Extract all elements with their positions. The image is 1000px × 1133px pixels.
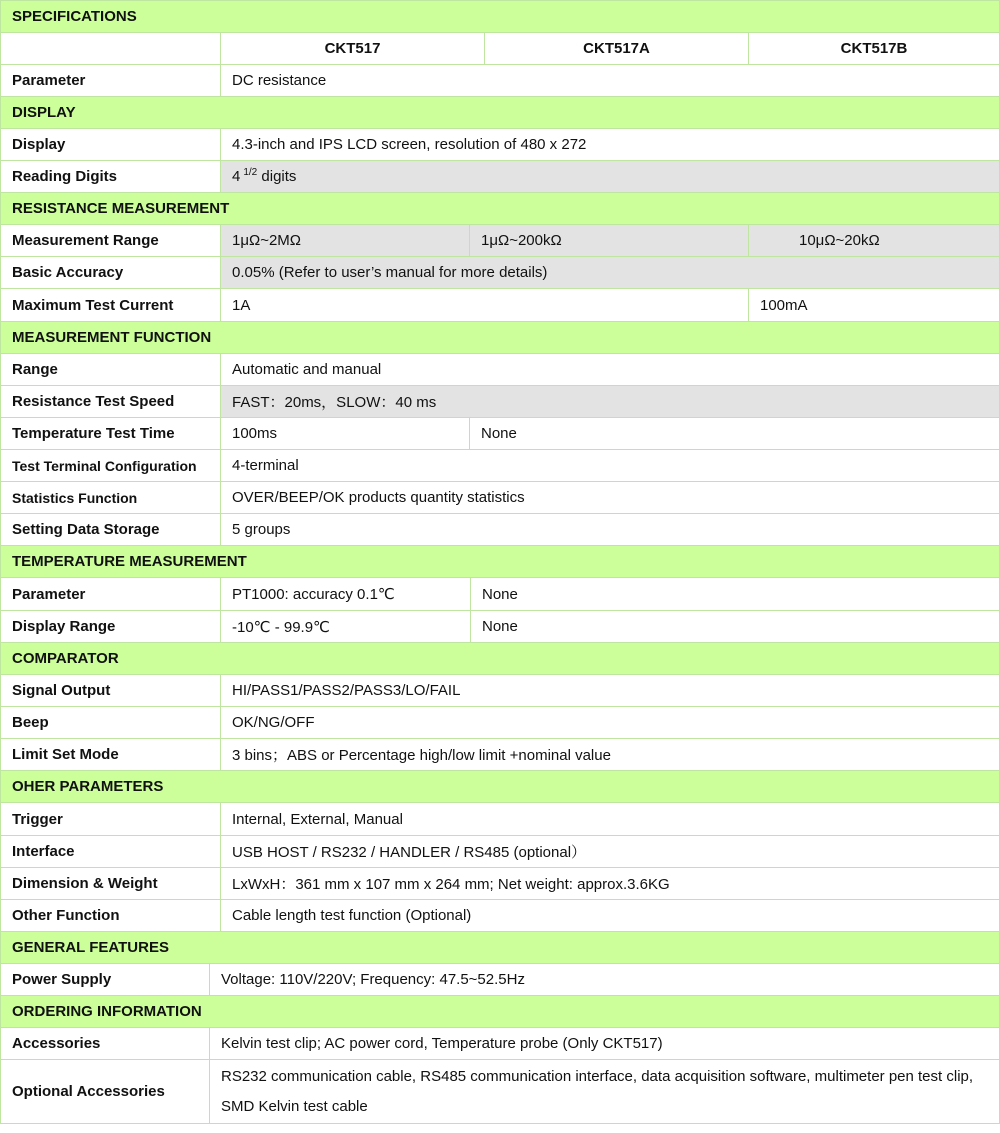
section-general-features xyxy=(0,932,1000,964)
section-ordering-information xyxy=(0,996,1000,1028)
row-value: HI/PASS1/PASS2/PASS3/LO/FAIL xyxy=(221,675,1000,707)
row-signal-output xyxy=(0,675,1000,707)
section-title: ORDERING INFORMATION xyxy=(0,996,1000,1028)
digits-main: 4 xyxy=(232,168,241,185)
row-value: LxWxH：361 mm x 107 mm x 264 mm; Net weight: approx.3.6KG xyxy=(221,868,1000,900)
section-title: DISPLAY xyxy=(0,97,1000,129)
row-value: 3 bins；ABS or Percentage high/low limit +nominal value xyxy=(221,739,1000,771)
row-label: Power Supply xyxy=(0,964,210,996)
row-value: Cable length test function (Optional) xyxy=(221,900,1000,932)
section-title: GENERAL FEATURES xyxy=(0,932,1000,964)
row-label: Basic Accuracy xyxy=(0,257,221,289)
current-ckt517b: 100mA xyxy=(749,289,1000,322)
model-ckt517a: CKT517A xyxy=(485,33,749,65)
row-label: Accessories xyxy=(0,1028,210,1060)
temp-time-ckt517: 100ms xyxy=(221,418,470,450)
row-label: Optional Accessories xyxy=(0,1060,210,1124)
row-statistics-function xyxy=(0,482,1000,514)
digits-fraction: 1/2 xyxy=(243,167,258,178)
row-label: Temperature Test Time xyxy=(0,418,221,450)
row-label: Beep xyxy=(0,707,221,739)
row-test-speed xyxy=(0,386,1000,418)
row-value: Automatic and manual xyxy=(221,354,1000,386)
row-label: Parameter xyxy=(0,578,221,611)
row-value: OK/NG/OFF xyxy=(221,707,1000,739)
row-parameter xyxy=(0,65,1000,97)
row-reading-digits xyxy=(0,161,1000,193)
section-measurement-function xyxy=(0,322,1000,354)
row-beep xyxy=(0,707,1000,739)
current-ckt517-517a: 1A xyxy=(221,289,749,322)
row-value: DC resistance xyxy=(221,65,1000,97)
section-title: TEMPERATURE MEASUREMENT xyxy=(0,546,1000,578)
section-specifications xyxy=(0,0,1000,33)
section-title: RESISTANCE MEASUREMENT xyxy=(0,193,1000,225)
range-ckt517: 1μΩ~2MΩ xyxy=(221,225,470,257)
digits-suffix: digits xyxy=(257,168,297,185)
row-value: Internal, External, Manual xyxy=(221,803,1000,836)
section-comparator xyxy=(0,643,1000,675)
row-temp-parameter xyxy=(0,578,1000,611)
temp-time-others: None xyxy=(470,418,1000,450)
row-max-test-current xyxy=(0,289,1000,322)
row-limit-set-mode xyxy=(0,739,1000,771)
row-value: 0.05% (Refer to user’s manual for more details) xyxy=(221,257,1000,289)
section-title: SPECIFICATIONS xyxy=(0,1,1000,33)
row-label: Other Function xyxy=(0,900,221,932)
model-header-row xyxy=(0,33,1000,65)
temp-param-ckt517: PT1000: accuracy 0.1℃ xyxy=(221,578,471,611)
row-accessories xyxy=(0,1028,1000,1060)
row-label: Reading Digits xyxy=(0,161,221,193)
temp-param-others: None xyxy=(471,578,1000,611)
row-value: 5 groups xyxy=(221,514,1000,546)
row-label: Parameter xyxy=(0,65,221,97)
row-temperature-test-time xyxy=(0,418,1000,450)
row-label: Test Terminal Configuration xyxy=(0,450,221,482)
section-temperature xyxy=(0,546,1000,578)
row-value: Kelvin test clip; AC power cord, Temperature probe (Only CKT517) xyxy=(210,1028,1000,1060)
row-trigger xyxy=(0,803,1000,836)
row-measurement-range xyxy=(0,225,1000,257)
range-ckt517a: 1μΩ~200kΩ xyxy=(470,225,749,257)
row-label: Statistics Function xyxy=(0,482,221,514)
row-other-function xyxy=(0,900,1000,932)
row-label: Dimension & Weight xyxy=(0,868,221,900)
row-label: Interface xyxy=(0,836,221,868)
row-dimension-weight xyxy=(0,868,1000,900)
row-value: FAST：20ms，SLOW：40 ms xyxy=(221,386,1000,418)
row-display xyxy=(0,129,1000,161)
temp-range-ckt517: -10℃ - 99.9℃ xyxy=(221,611,471,643)
row-label: Trigger xyxy=(0,803,221,836)
section-title: COMPARATOR xyxy=(0,643,1000,675)
temp-range-others: None xyxy=(471,611,1000,643)
row-power-supply xyxy=(0,964,1000,996)
row-temp-display-range xyxy=(0,611,1000,643)
row-label: Measurement Range xyxy=(0,225,221,257)
row-value: Voltage: 110V/220V; Frequency: 47.5~52.5Hz xyxy=(210,964,1000,996)
empty-cell xyxy=(0,33,221,65)
row-label: Maximum Test Current xyxy=(0,289,221,322)
row-value: 4.3-inch and IPS LCD screen, resolution of 480 x 272 xyxy=(221,129,1000,161)
row-label: Display xyxy=(0,129,221,161)
section-title: OHER PARAMETERS xyxy=(0,771,1000,803)
row-basic-accuracy xyxy=(0,257,1000,289)
section-resistance xyxy=(0,193,1000,225)
row-interface xyxy=(0,836,1000,868)
row-value: USB HOST / RS232 / HANDLER / RS485 (optional） xyxy=(221,836,1000,868)
row-label: Limit Set Mode xyxy=(0,739,221,771)
row-data-storage xyxy=(0,514,1000,546)
model-ckt517: CKT517 xyxy=(221,33,485,65)
section-display xyxy=(0,97,1000,129)
row-label: Setting Data Storage xyxy=(0,514,221,546)
section-title: MEASUREMENT FUNCTION xyxy=(0,322,1000,354)
row-label: Signal Output xyxy=(0,675,221,707)
row-label: Range xyxy=(0,354,221,386)
row-value xyxy=(221,161,1000,193)
section-other-parameters xyxy=(0,771,1000,803)
range-ckt517b: 10μΩ~20kΩ xyxy=(749,225,1000,257)
row-value: 4-terminal xyxy=(221,450,1000,482)
model-ckt517b: CKT517B xyxy=(749,33,1000,65)
row-optional-accessories xyxy=(0,1060,1000,1124)
row-terminal-configuration xyxy=(0,450,1000,482)
row-label: Display Range xyxy=(0,611,221,643)
row-value: OVER/BEEP/OK products quantity statistics xyxy=(221,482,1000,514)
row-label: Resistance Test Speed xyxy=(0,386,221,418)
row-range xyxy=(0,354,1000,386)
row-value: RS232 communication cable, RS485 communication interface, data acquisition software, multimeter pen test clip, SMD Kelvin test cable xyxy=(210,1060,1000,1124)
